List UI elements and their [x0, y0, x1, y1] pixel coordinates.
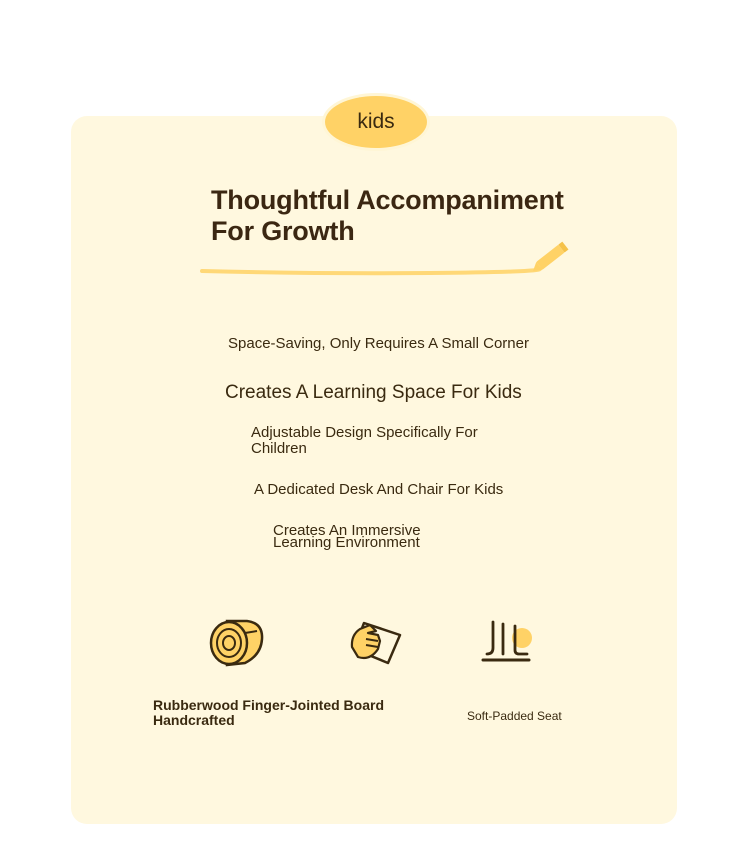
feature-space-saving: Space-Saving, Only Requires A Small Corner — [228, 335, 529, 352]
feature-dedicated-desk: A Dedicated Desk And Chair For Kids — [254, 481, 504, 498]
kids-badge: kids — [325, 96, 427, 148]
feature-immersive-environment: Creates An Immersive Learning Environment — [273, 522, 421, 551]
rubberwood-caption: Rubberwood Finger-Jointed Board Handcrafted — [153, 697, 384, 728]
padded-seat-caption: Soft-Padded Seat — [467, 709, 562, 723]
hand-board-icon — [348, 617, 404, 665]
title-line-2: For Growth — [211, 216, 355, 246]
feature-adjustable-design: Adjustable Design Specifically For Children — [251, 424, 478, 457]
pencil-underline-icon — [200, 236, 580, 280]
feature-learning-space: Creates A Learning Space For Kids — [225, 382, 522, 403]
wood-log-icon — [207, 617, 265, 669]
title-line-1: Thoughtful Accompaniment — [211, 185, 564, 215]
padded-seat-icon — [481, 620, 535, 666]
